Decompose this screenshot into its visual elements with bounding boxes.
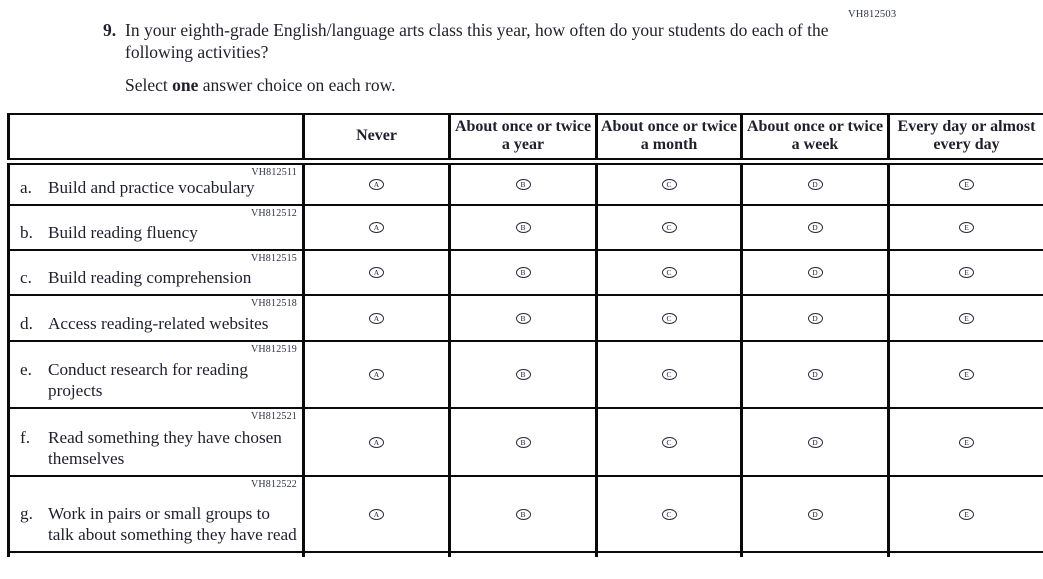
option-cell <box>742 205 889 250</box>
table-row-c <box>9 250 1043 295</box>
option-cell <box>742 476 889 552</box>
instruction-prefix: Select <box>125 74 173 95</box>
option-bubble-b[interactable]: B <box>516 437 531 448</box>
header-once-twice-month: About once or twice a month <box>597 114 742 161</box>
option-cell <box>450 476 597 552</box>
option-bubble-d[interactable]: D <box>808 437 823 448</box>
table-row-f <box>9 408 1043 476</box>
table-row-d <box>9 295 1043 341</box>
option-bubble-d[interactable]: D <box>808 313 823 324</box>
question-block <box>103 19 843 96</box>
item-label <box>20 178 299 199</box>
option-cell <box>450 161 597 205</box>
option-cell <box>597 205 742 250</box>
instruction-suffix: answer choice on each row. <box>198 74 396 95</box>
answer-table <box>7 113 1043 557</box>
item-cell-a <box>9 161 304 205</box>
question-instruction <box>125 75 843 96</box>
option-bubble-e[interactable]: E <box>959 313 974 324</box>
option-cell <box>889 161 1043 205</box>
header-never: Never <box>304 114 450 161</box>
option-cell <box>450 295 597 341</box>
option-bubble-b[interactable]: B <box>516 509 531 520</box>
item-code: VH812519 <box>250 344 297 355</box>
option-cell <box>597 408 742 476</box>
option-cell <box>597 476 742 552</box>
answer-matrix <box>7 113 1043 557</box>
option-bubble-d[interactable]: D <box>808 369 823 380</box>
table-row-b <box>9 205 1043 250</box>
option-cell <box>597 161 742 205</box>
item-code: VH812512 <box>250 208 297 219</box>
question-number: 9. <box>103 20 117 40</box>
option-bubble-e[interactable]: E <box>959 267 974 278</box>
option-bubble-a[interactable]: A <box>369 267 384 278</box>
option-cell <box>889 205 1043 250</box>
option-bubble-c[interactable]: C <box>662 509 677 520</box>
option-cell <box>742 341 889 408</box>
option-bubble-d[interactable]: D <box>808 179 823 190</box>
option-cell <box>304 295 450 341</box>
item-label <box>20 314 299 335</box>
option-bubble-c[interactable]: C <box>662 437 677 448</box>
item-label <box>20 360 299 402</box>
table-cutoff-stub <box>9 552 1043 557</box>
header-row <box>9 114 1043 161</box>
option-bubble-c[interactable]: C <box>662 179 677 190</box>
instruction-bold-word: one <box>172 74 199 95</box>
item-code: VH812522 <box>250 479 297 490</box>
item-cell-d <box>9 295 304 341</box>
item-text: Access reading-related websites <box>48 314 269 334</box>
table-row-a <box>9 161 1043 205</box>
option-bubble-d[interactable]: D <box>808 222 823 233</box>
header-blank-cell <box>9 114 304 161</box>
item-text: Build reading fluency <box>48 223 198 243</box>
item-letter: a. <box>20 178 32 198</box>
item-text: Conduct research for reading projects <box>48 360 248 401</box>
item-letter: e. <box>20 360 32 380</box>
option-bubble-c[interactable]: C <box>662 369 677 380</box>
item-letter: f. <box>20 428 31 448</box>
item-cell-b <box>9 205 304 250</box>
option-bubble-c[interactable]: C <box>662 267 677 278</box>
item-letter: c. <box>20 268 32 288</box>
option-bubble-a[interactable]: A <box>369 179 384 190</box>
option-bubble-a[interactable]: A <box>369 369 384 380</box>
question-form-code: VH812503 <box>848 9 897 20</box>
option-cell <box>889 408 1043 476</box>
header-every-day: Every day or almost every day <box>889 114 1043 161</box>
option-bubble-a[interactable]: A <box>369 222 384 233</box>
option-bubble-c[interactable]: C <box>662 313 677 324</box>
option-bubble-d[interactable]: D <box>808 509 823 520</box>
option-bubble-e[interactable]: E <box>959 437 974 448</box>
option-cell <box>304 250 450 295</box>
header-once-twice-week: About once or twice a week <box>742 114 889 161</box>
item-label <box>20 504 299 546</box>
question-line <box>103 19 843 64</box>
option-cell <box>304 161 450 205</box>
option-cell <box>742 408 889 476</box>
option-cell <box>742 250 889 295</box>
option-bubble-a[interactable]: A <box>369 509 384 520</box>
item-text: Work in pairs or small groups to talk about something they have read <box>48 504 297 545</box>
item-letter: b. <box>20 223 33 243</box>
item-label <box>20 428 299 470</box>
option-cell <box>450 250 597 295</box>
option-cell <box>450 341 597 408</box>
option-bubble-b[interactable]: B <box>516 313 531 324</box>
item-cell-g <box>9 476 304 552</box>
item-code: VH812511 <box>251 166 297 178</box>
item-cell-e <box>9 341 304 408</box>
item-cell-f <box>9 408 304 476</box>
question-text: In your eighth-grade English/language arts class this year, how often do your students do each of the following activities? <box>125 20 829 63</box>
option-cell <box>597 341 742 408</box>
item-code: VH812521 <box>250 411 297 422</box>
item-text: Build and practice vocabulary <box>48 178 255 198</box>
item-label <box>20 223 299 244</box>
option-cell <box>450 408 597 476</box>
item-text: Build reading comprehension <box>48 268 252 288</box>
option-cell <box>889 341 1043 408</box>
option-bubble-d[interactable]: D <box>808 267 823 278</box>
item-text: Read something they have chosen themselves <box>48 428 282 469</box>
option-bubble-e[interactable]: E <box>959 369 974 380</box>
item-code: VH812515 <box>250 253 297 264</box>
option-cell <box>450 205 597 250</box>
option-cell <box>889 476 1043 552</box>
option-bubble-e[interactable]: E <box>959 179 974 190</box>
option-bubble-e[interactable]: E <box>959 222 974 233</box>
option-bubble-e[interactable]: E <box>959 509 974 520</box>
item-label <box>20 268 299 289</box>
option-bubble-b[interactable]: B <box>516 222 531 233</box>
option-cell <box>742 295 889 341</box>
option-bubble-b[interactable]: B <box>516 179 531 190</box>
option-bubble-b[interactable]: B <box>516 267 531 278</box>
option-cell <box>742 161 889 205</box>
option-cell <box>304 408 450 476</box>
option-cell <box>304 341 450 408</box>
option-cell <box>597 295 742 341</box>
header-once-twice-year: About once or twice a year <box>450 114 597 161</box>
table-row-g <box>9 476 1043 552</box>
item-letter: d. <box>20 314 33 334</box>
option-bubble-b[interactable]: B <box>516 369 531 380</box>
item-code: VH812518 <box>250 298 297 309</box>
option-bubble-a[interactable]: A <box>369 313 384 324</box>
option-cell <box>889 295 1043 341</box>
option-cell <box>304 205 450 250</box>
option-cell <box>304 476 450 552</box>
item-letter: g. <box>20 504 33 524</box>
option-cell <box>889 250 1043 295</box>
table-row-e <box>9 341 1043 408</box>
item-cell-c <box>9 250 304 295</box>
option-bubble-c[interactable]: C <box>662 222 677 233</box>
option-bubble-a[interactable]: A <box>369 437 384 448</box>
option-cell <box>597 250 742 295</box>
